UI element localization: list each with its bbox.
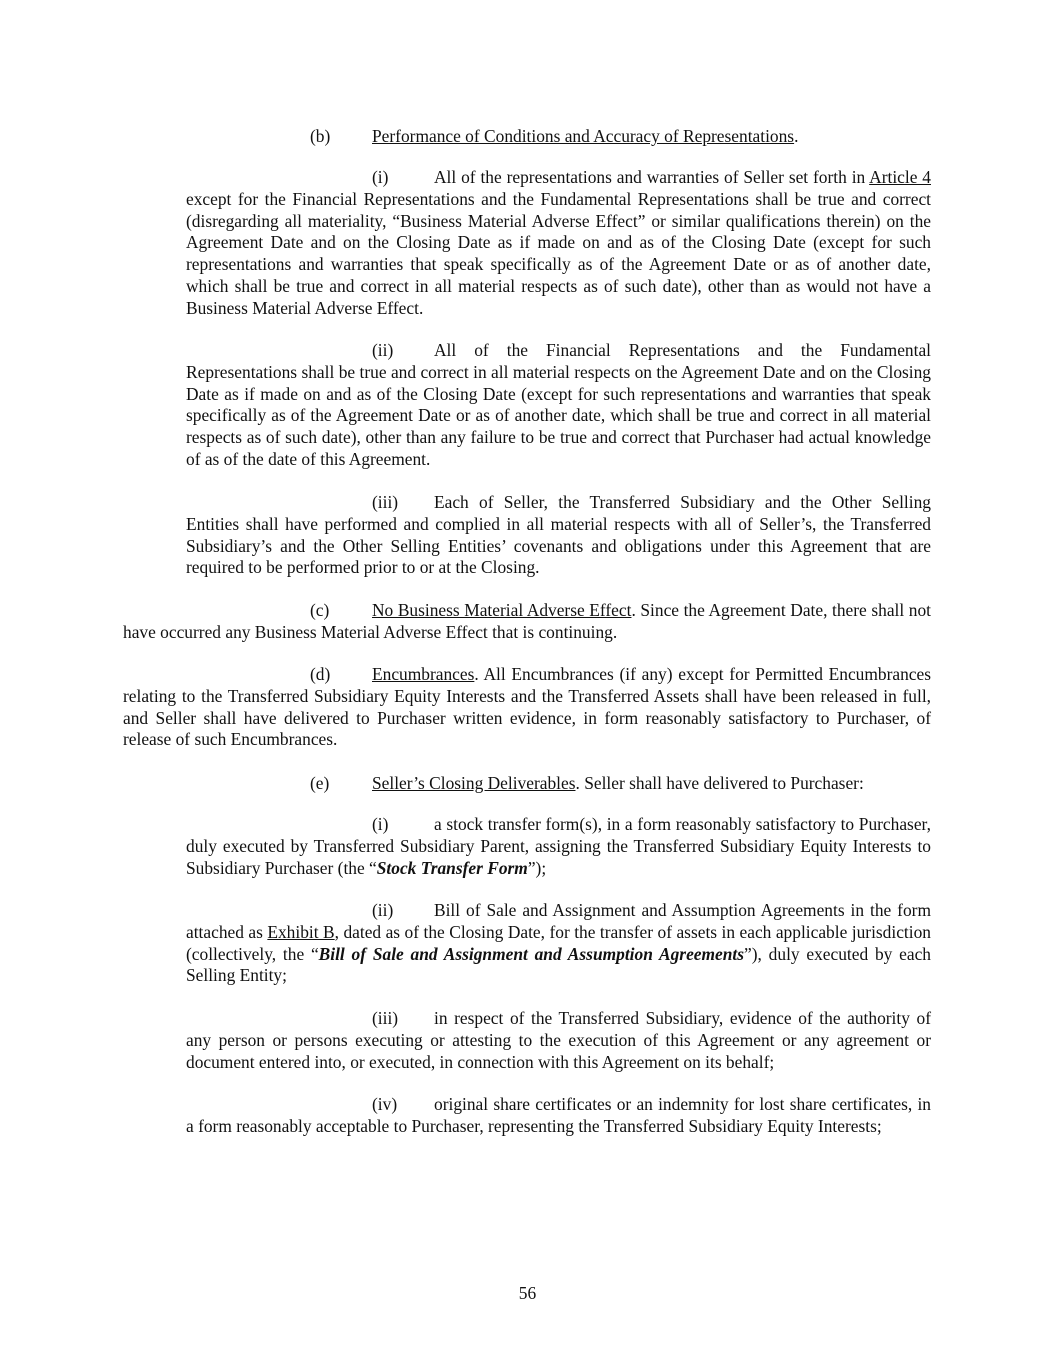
section-e-i-paragraph — [186, 814, 931, 879]
section-e-iii-paragraph — [186, 1008, 931, 1073]
section-b-iii-text: Each of Seller, the Transferred Subsidiary and the Other Selling Entities shall have performed and complied in all material respects with all of Seller’s, the Transferred Subsidiary’s and the Other Selling Entities’ covenants and obligations under this Agreement that are required to be performed prior to or at the Closing. — [186, 492, 931, 578]
section-e-iii-text: in respect of the Transferred Subsidiary, evidence of the authority of any person or persons executing or attesting to the execution of this Agreement or any agreement or document entered into, or executed, in connection with this Agreement on its behalf; — [186, 1008, 931, 1072]
section-e-i-lead: a stock transfer form(s), in a form reasonably satisfactory to Purchaser, duly executed by Transferred Subsidiary Parent, assigning the Transferred Subsidiary Equity Interests to Subsidiary Purchaser (the “ — [186, 814, 931, 878]
section-b-i-lead: All of the representations and warranties of Seller set forth in — [434, 167, 870, 187]
section-e-iv-paragraph — [186, 1094, 931, 1138]
page-number: 56 — [518, 1283, 537, 1303]
section-b-i-number: (i) — [372, 167, 389, 187]
article-4-reference: Article 4 — [869, 167, 931, 187]
section-e-iv-text: original share certificates or an indemnity for lost share certificates, in a form reasonably acceptable to Purchaser, representing the Transferred Subsidiary Equity Interests; — [186, 1094, 931, 1136]
section-e-text: . Seller shall have delivered to Purchaser: — [575, 773, 864, 793]
section-d-paragraph — [123, 664, 931, 751]
section-e-heading — [310, 772, 864, 794]
exhibit-b-reference: Exhibit B — [267, 921, 335, 942]
section-d-title: Encumbrances — [372, 664, 475, 684]
stock-transfer-form-term: Stock Transfer Form — [376, 857, 528, 878]
section-e-ii-lead: Bill of Sale and Assignment and Assumption Agreements in the form attached as — [186, 900, 931, 942]
section-c-paragraph — [123, 600, 931, 644]
section-b-title-end: . — [794, 126, 799, 146]
section-e-number: (e) — [310, 773, 330, 793]
section-e-ii-number: (ii) — [372, 900, 394, 920]
section-e-i-number: (i) — [372, 814, 389, 834]
section-b-i-paragraph — [186, 167, 931, 320]
bill-of-sale-term: Bill of Sale and Assignment and Assumption Agreements — [318, 943, 745, 964]
section-b-number: (b) — [310, 126, 331, 146]
section-b-heading — [310, 125, 798, 147]
section-e-ii-mid: , dated as of the Closing Date, for the transfer of assets in each applicable jurisdiction (collectively, the “ — [186, 921, 931, 964]
section-b-iii-number: (iii) — [372, 492, 399, 512]
section-d-number: (d) — [310, 664, 331, 684]
section-e-ii-tail: ”), duly executed by each Selling Entity; — [186, 943, 931, 986]
section-b-ii-text: All of the Financial Representations and the Fundamental Representations shall be true and correct in all material respects on the Agreement Date and on the Closing Date as if made on and as of the Closing Date (except for such representations and warranties that speak specifically as of the Agreement Date or as of another date, which shall be true and correct in all material respects as of such date), other than any failure to be true and correct that Purchaser had actual knowledge of as of the date of this Agreement. — [186, 340, 931, 469]
section-e-ii-paragraph — [186, 900, 931, 987]
section-c-text: . Since the Agreement Date, there shall not have occurred any Business Material Adverse Effect that is continuing. — [123, 600, 931, 642]
section-b-iii-paragraph — [186, 492, 931, 579]
section-b-i-text: except for the Financial Representations and the Fundamental Representations shall be true and correct (disregarding all materiality, “Business Material Adverse Effect” or similar qualifications therein) on the Agreement Date and on the Closing Date as if made on and as of the Closing Date (except for such representations and warranties that speak specifically as of the Agreement Date or as of another date, which shall be true and correct in all material respects as of such date), other than as would not have a Business Material Adverse Effect. — [186, 188, 931, 318]
section-e-iii-number: (iii) — [372, 1008, 399, 1028]
section-b-title: Performance of Conditions and Accuracy of Representations — [372, 126, 795, 146]
section-c-title: No Business Material Adverse Effect — [372, 600, 632, 620]
section-b-ii-paragraph — [186, 340, 931, 471]
section-c-number: (c) — [310, 600, 330, 620]
section-e-iv-number: (iv) — [372, 1094, 398, 1114]
section-d-text: . All Encumbrances (if any) except for Permitted Encumbrances relating to the Transferred Subsidiary Equity Interests and the Transferred Assets shall have been released in full, and Seller shall have delivered to Purchaser written evidence, in form reasonably satisfactory to Purchaser, of release of such Encumbrances. — [123, 664, 931, 750]
section-e-title: Seller’s Closing Deliverables — [372, 773, 576, 793]
section-e-i-tail: ”); — [527, 857, 547, 878]
section-b-ii-number: (ii) — [372, 340, 394, 360]
